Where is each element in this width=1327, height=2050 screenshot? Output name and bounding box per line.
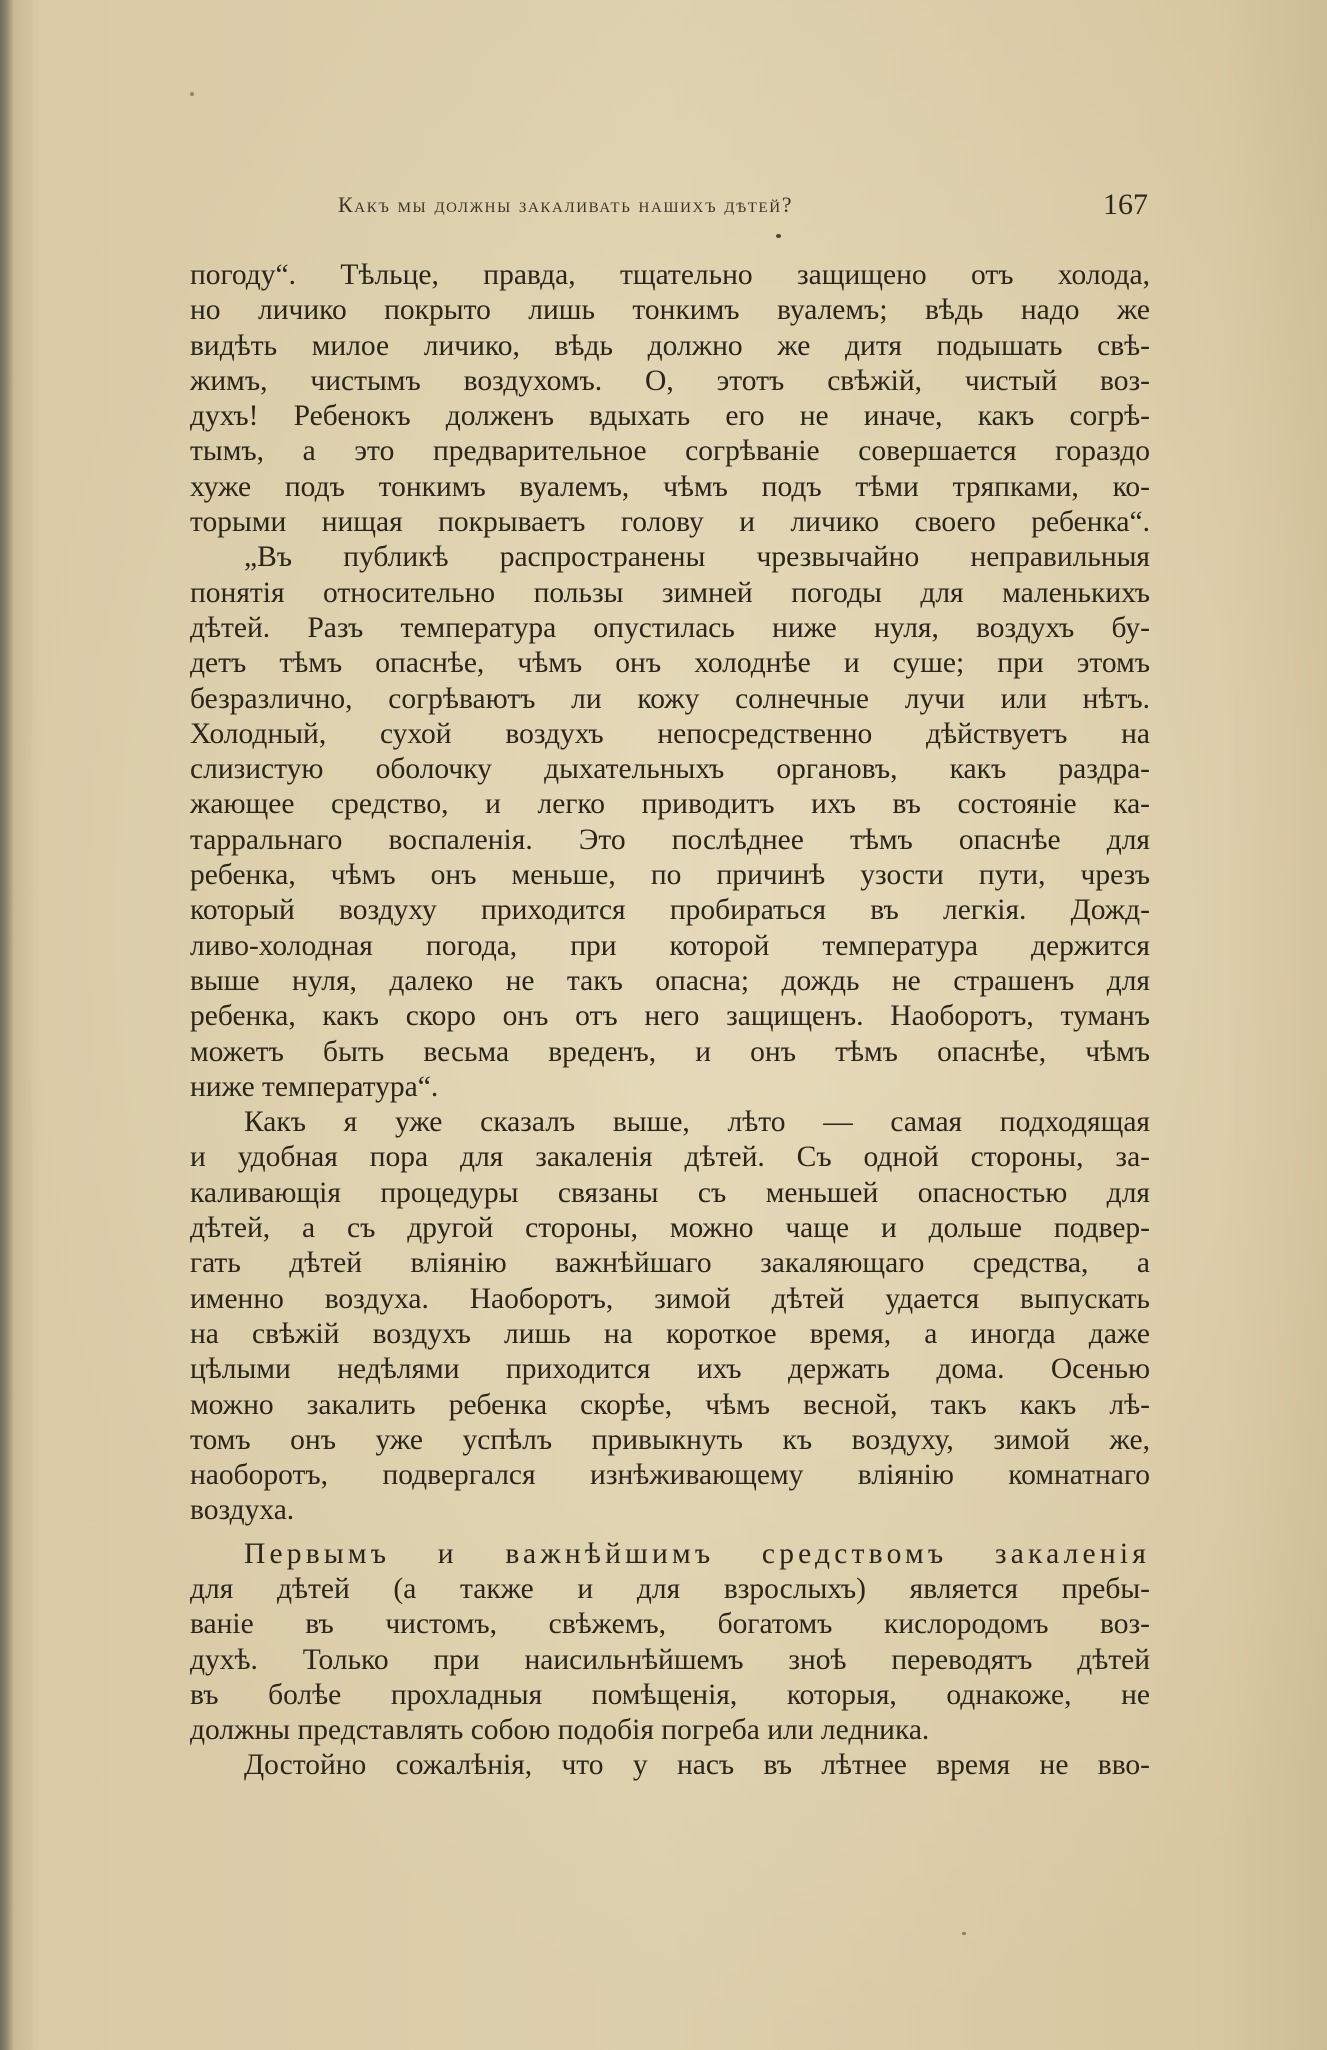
text-line: ниже температура“. [190, 1070, 439, 1103]
text-line: слизистую оболочку дыхательныхъ органовъ, какъ раздра- [190, 753, 1150, 786]
running-title: Какъ мы должны закаливать нашихъ дѣтей? [338, 192, 794, 217]
text-line: и удобная пора для закаленія дѣтей. Съ одной стороны, за- [190, 1141, 1150, 1174]
text-line: въ болѣе прохладныя помѣщенія, которыя, однакоже, не [190, 1678, 1150, 1711]
text-line: тымъ, а это предварительное согрѣваніе совершается гораздо [190, 435, 1150, 468]
text-line: видѣть милое личико, вѣдь должно же дитя подышать свѣ- [190, 329, 1150, 362]
ink-speck [962, 1932, 966, 1935]
paragraph [190, 540, 1150, 1105]
text-line: можно закалить ребенка скорѣе, чѣмъ весной, такъ какъ лѣ- [190, 1388, 1150, 1421]
text-line: Какъ я уже сказалъ выше, лѣто — самая подходящая [244, 1106, 1150, 1139]
text-line: цѣлыми недѣлями приходится ихъ держать дома. Осенью [190, 1353, 1150, 1386]
text-line: ребенка, какъ скоро онъ отъ него защищенъ. Наоборотъ, туманъ [190, 1000, 1150, 1033]
text-line: томъ онъ уже успѣлъ привыкнуть къ воздуху, зимой же, [190, 1423, 1150, 1456]
text-line: хуже подъ тонкимъ вуалемъ, чѣмъ подъ тѣми тряпками, ко- [190, 470, 1150, 503]
text-line: Холодный, сухой воздухъ непосредственно дѣйствуетъ на [190, 717, 1150, 750]
text-line: торыми нищая покрываетъ голову и личико своего ребенка“. [190, 506, 1150, 539]
text-line: погоду“. Тѣльце, правда, тщательно защищено отъ холода, [190, 259, 1150, 291]
running-head [338, 188, 1148, 224]
text-line: выше нуля, далеко не такъ опасна; дождь не страшенъ для [190, 964, 1150, 997]
text-line: ребенка, чѣмъ онъ меньше, по причинѣ узости пути, чрезъ [190, 859, 1150, 892]
paragraph [190, 1105, 1150, 1529]
paragraph [190, 1537, 1150, 1749]
text-line: Достойно сожалѣнія, что у насъ въ лѣтнее время не вво- [244, 1749, 1150, 1782]
text-line: но личико покрыто лишь тонкимъ вуалемъ; вѣдь надо же [190, 294, 1150, 327]
text-line: ваніе въ чистомъ, свѣжемъ, богатомъ кислородомъ воз- [190, 1608, 1150, 1641]
text-line: гать дѣтей вліянію важнѣйшаго закаляющаго средства, а [190, 1247, 1150, 1280]
page-number: 167 [1103, 188, 1148, 221]
ink-speck [190, 92, 194, 96]
ink-speck [776, 234, 781, 238]
text-line: безразлично, согрѣваютъ ли кожу солнечные лучи или нѣтъ. [190, 682, 1150, 715]
text-line: для дѣтей (а также и для взрослыхъ) является пребы- [190, 1572, 1150, 1605]
paragraph [190, 1748, 1150, 1783]
text-line: можетъ быть весьма вреденъ, и онъ тѣмъ опаснѣе, чѣмъ [190, 1035, 1150, 1068]
text-line: тарральнаго воспаленія. Это послѣднее тѣмъ опаснѣе для [190, 823, 1150, 856]
text-line: детъ тѣмъ опаснѣе, чѣмъ онъ холоднѣе и суше; при этомъ [190, 647, 1150, 680]
text-line: жающее средство, и легко приводитъ ихъ въ состояніе ка- [190, 788, 1150, 821]
body-text [190, 258, 1150, 1784]
text-line: который воздуху приходится пробираться въ легкія. Дожд- [190, 894, 1150, 927]
text-line: воздуха. [190, 1494, 295, 1527]
text-line: „Въ публикѣ распространены чрезвычайно неправильныя [244, 541, 1150, 574]
text-line: именно воздуха. Наоборотъ, зимой дѣтей удается выпускать [190, 1282, 1150, 1315]
text-line: должны представлять собою подобія погреба или ледника. [190, 1714, 930, 1747]
text-line: понятія относительно пользы зимней погоды для маленькихъ [190, 576, 1150, 609]
text-line: жимъ, чистымъ воздухомъ. О, этотъ свѣжій, чистый воз- [190, 364, 1150, 397]
text-line: духѣ. Только при наисильнѣйшемъ знoѣ переводятъ дѣтей [190, 1643, 1150, 1676]
text-line: на свѣжій воздухъ лишь на короткое время, а иногда даже [190, 1317, 1150, 1350]
text-line: дѣтей, а съ другой стороны, можно чаще и дольше подвер- [190, 1212, 1150, 1245]
text-line: духъ! Ребенокъ долженъ вдыхать его не иначе, какъ согрѣ- [190, 400, 1150, 433]
paragraph-gap [190, 1529, 1150, 1537]
text-line-emphasis: Первымъ и важнѣйшимъ средствомъ закаленія [244, 1537, 1150, 1570]
paragraph [190, 258, 1150, 540]
text-line: наоборотъ, подвергался изнѣживающему вліянію комнатнаго [190, 1459, 1150, 1492]
text-line: дѣтей. Разъ температура опустилась ниже нуля, воздухъ бу- [190, 611, 1150, 644]
text-line: ливо-холодная погода, при которой температура держится [190, 929, 1150, 962]
text-line: каливающія процедуры связаны съ меньшей опасностью для [190, 1176, 1150, 1209]
